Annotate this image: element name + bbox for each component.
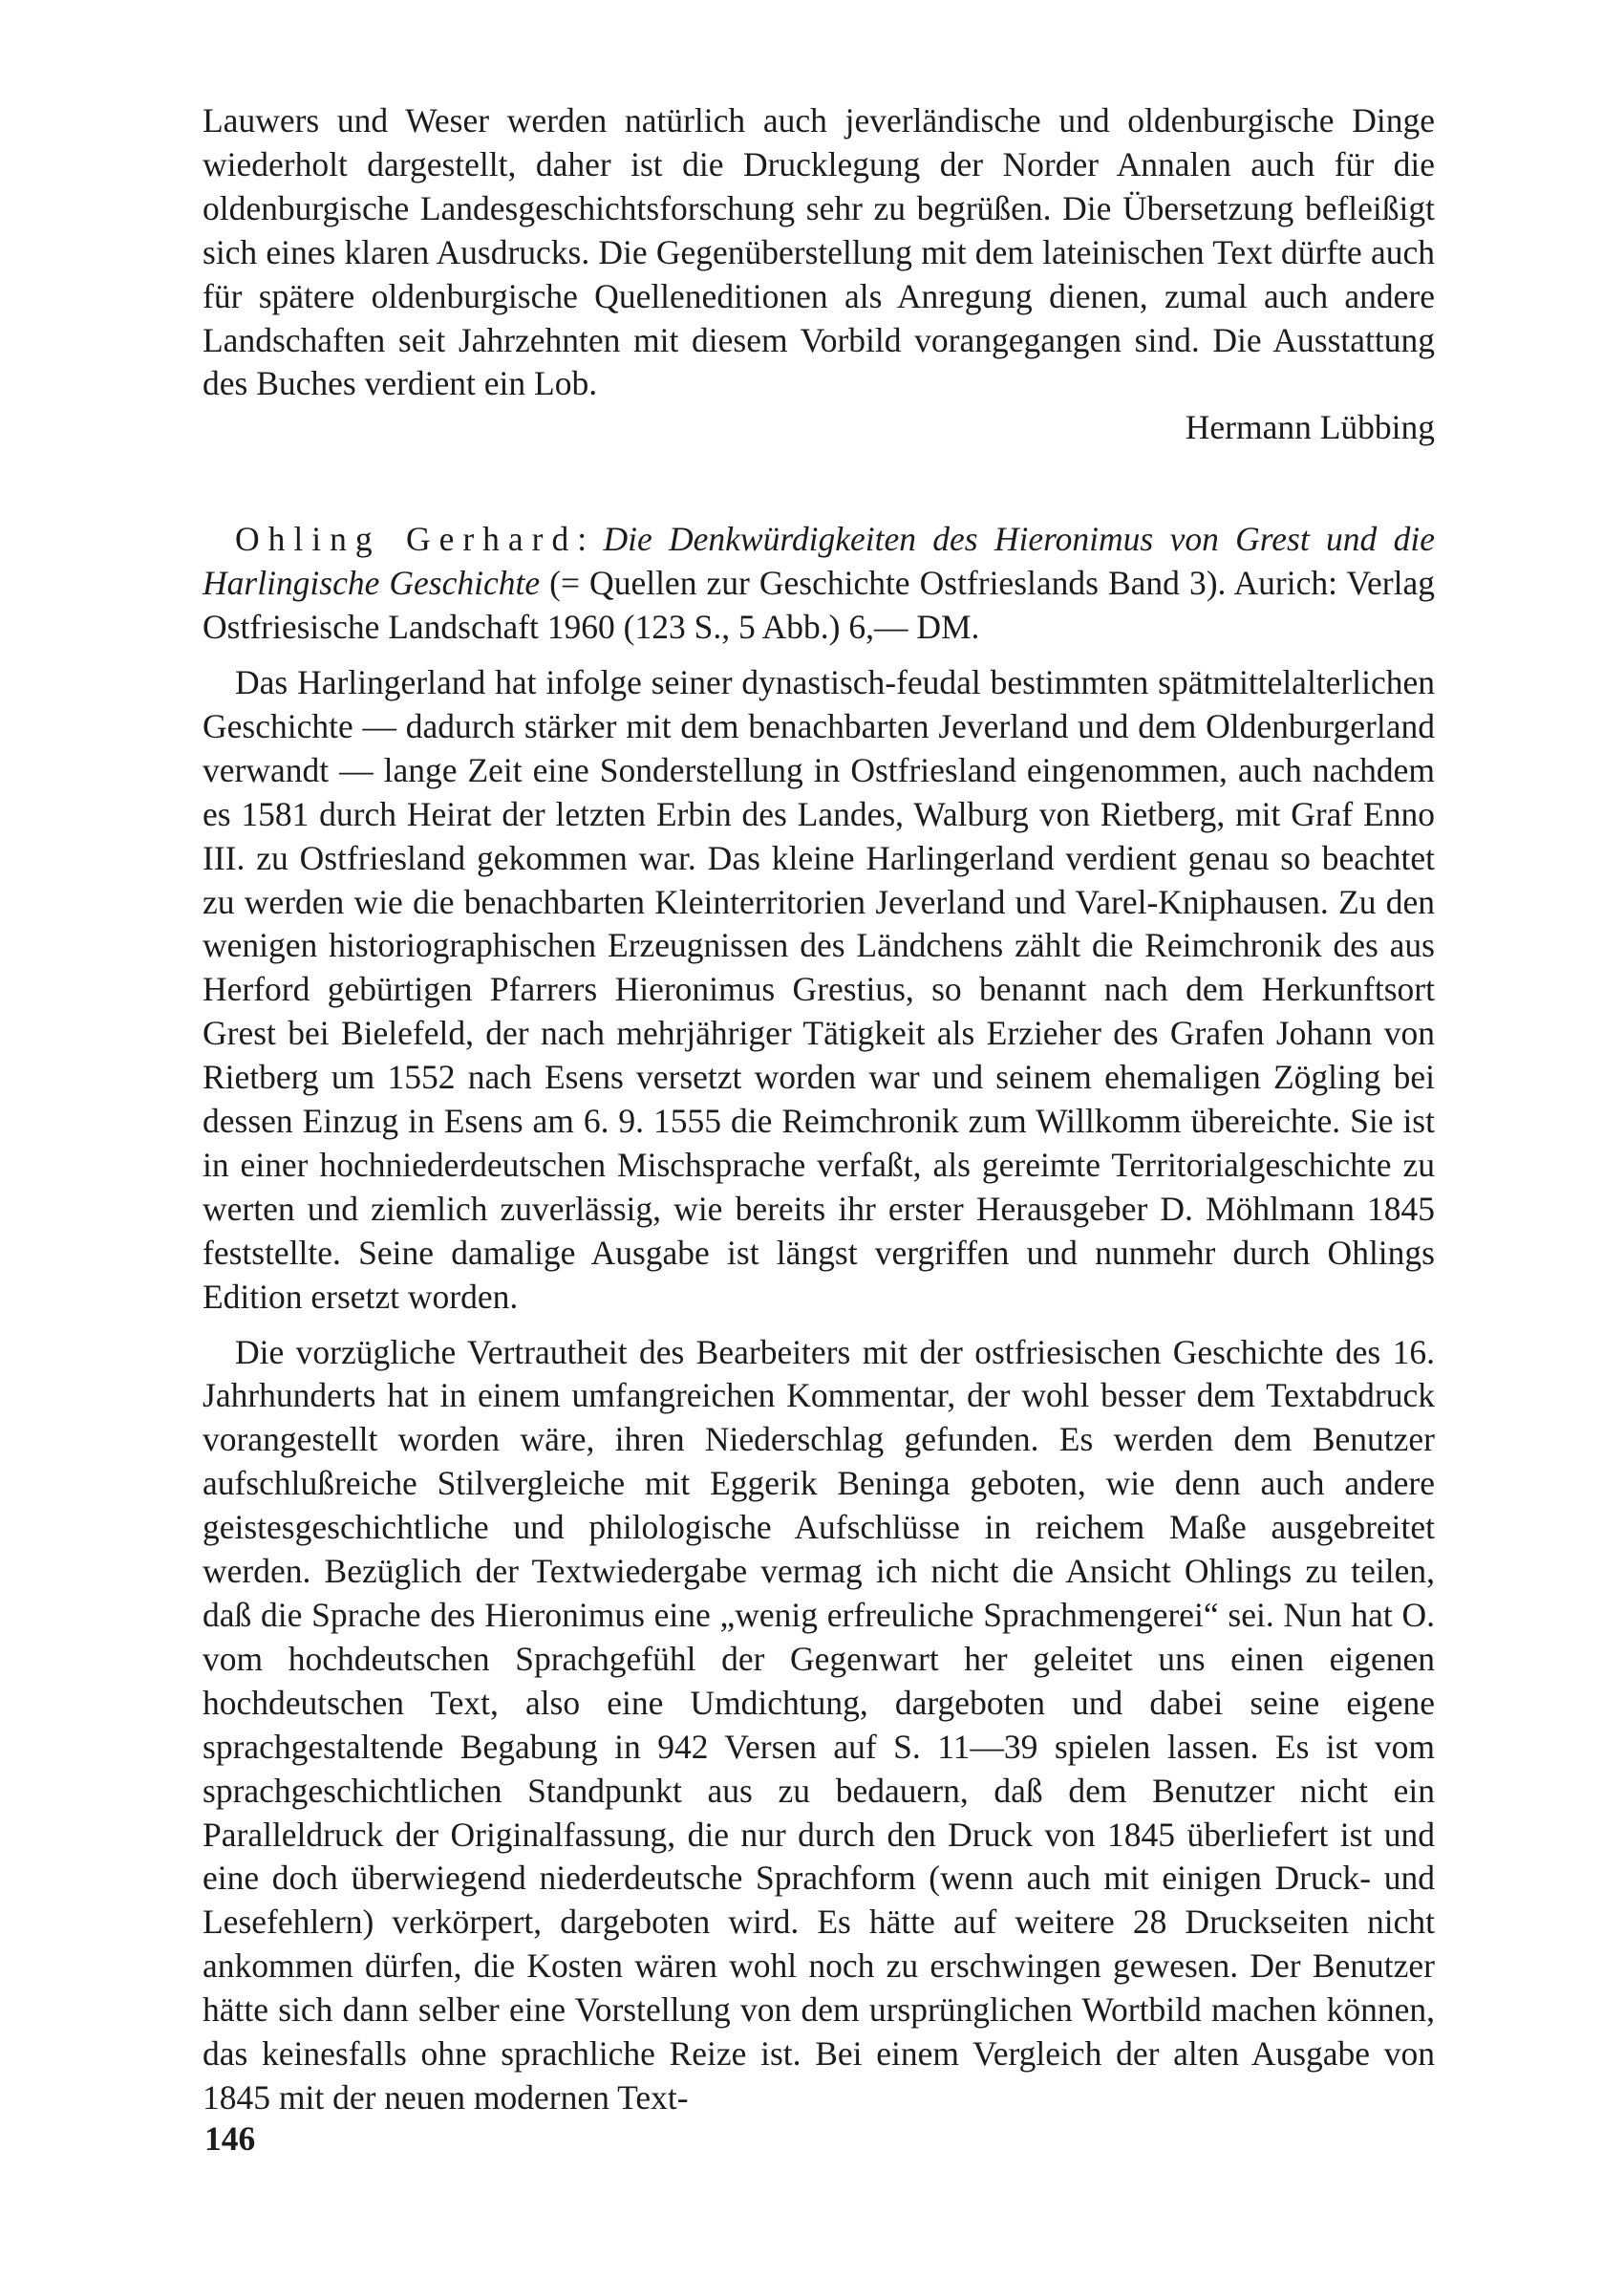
book-title: Die Denkwürdigkeiten des Hieronimus von Grest und die Harlingische Geschichte bbox=[203, 520, 1435, 603]
review-paragraph: Das Harlingerland hat infolge seiner dynastisch-feudal bestimmten spätmittelalterlichen Geschichte — dadurch stärker mit dem benachbarten Jeverland und dem Oldenburgerland verwandt — lange Zeit eine Sonderstellung in Ostfriesland eingenommen, auch nachdem es 1581 durch Heirat der letzten Erbin des Landes, Walburg von Rietberg, mit Graf Enno III. zu Ostfriesland gekommen war. Das kleine Harlingerland verdient genau so beachtet zu werden wie die benachbarten Kleinterritorien Jeverland und Varel-Kniphausen. Zu den wenigen historiographischen Erzeugnissen des Ländchens zählt die Reimchronik des aus Herford gebürtigen Pfarrers Hieronimus Grestius, so benannt nach dem Herkunftsort Grest bei Bielefeld, der nach mehrjähriger Tätigkeit als Erzieher des Grafen Johann von Rietberg um 1552 nach Esens versetzt worden war und seinem ehemaligen Zögling bei dessen Einzug in Esens am 6. 9. 1555 die Reimchronik zum Willkomm übereichte. Sie ist in einer hochniederdeutschen Mischsprache verfaßt, als gereimte Territorialgeschichte zu werten und ziemlich zuverlässig, wie bereits ihr erster Herausgeber D. Möhlmann 1845 feststellte. Seine damalige Ausgabe ist längst vergriffen und nunmehr durch Ohlings Edition ersetzt worden. bbox=[203, 662, 1435, 1316]
page-number: 146 bbox=[204, 2119, 256, 2158]
review-2-heading bbox=[203, 518, 1435, 650]
review-paragraph: Die vorzügliche Vertrautheit des Bearbeiters mit der ostfriesischen Geschichte des 16. Jahrhunderts hat in einem umfangreichen Kommentar, der wohl besser dem Textabdruck vorangestellt worden wäre, ihren Niederschlag gefunden. Es werden dem Benutzer aufschlußreiche Stilvergleiche mit Eggerik Beninga geboten, wie denn auch andere geistesgeschichtliche und philologische Aufschlüsse in reichem Maße ausgebreitet werden. Bezüglich der Textwiedergabe vermag ich nicht die Ansicht Ohlings zu teilen, daß die Sprache des Hieronimus eine „wenig erfreuliche Sprachmengerei“ sei. Nun hat O. vom hochdeutschen Sprachgefühl der Gegenwart her geleitet uns einen eigenen hochdeutschen Text, also eine Umdichtung, dargeboten und dabei seine eigene sprachgestaltende Begabung in 942 Versen auf S. 11—39 spielen lassen. Es ist vom sprachgeschichtlichen Standpunkt aus zu bedauern, daß dem Benutzer nicht ein Paralleldruck der Originalfassung, die nur durch den Druck von 1845 überliefert ist und eine doch überwiegend niederdeutsche Sprachform (wenn auch mit einigen Druck- und Lesefehlern) verkörpert, dargeboten wird. Es hätte auf weitere 28 Druckseiten nicht ankommen dürfen, die Kosten wären wohl noch zu erschwingen gewesen. Der Benutzer hätte sich dann selber eine Vorstellung von dem ursprünglichen Wortbild machen können, das keinesfalls ohne sprachliche Reize ist. Bei einem Vergleich der alten Ausgabe von 1845 mit der neuen modernen Text- bbox=[203, 1332, 1435, 2117]
page-body bbox=[203, 99, 1435, 2120]
book-bibliography: (= Quellen zur Geschichte Ostfrieslands Band 3). Aurich: Verlag Ostfriesische Landschaft 1960 (123 S., 5 Abb.) 6,— DM. bbox=[203, 564, 1435, 647]
review-1-conclusion: Lauwers und Weser werden natürlich auch jeverländische und oldenburgische Dinge wiederholt dargestellt, daher ist die Drucklegung der Norder Annalen auch für die oldenburgische Landesgeschichtsforschung sehr zu begrüßen. Die Übersetzung befleißigt sich eines klaren Ausdrucks. Die Gegenüberstellung mit dem lateinischen Text dürfte auch für spätere oldenburgische Quelleneditionen als Anregung dienen, zumal auch andere Landschaften seit Jahrzehnten mit diesem Vorbild vorangegangen sind. Die Ausstattung des Buches verdient ein Lob. bbox=[203, 101, 1435, 403]
reviewer-signature: Hermann Lübbing bbox=[1185, 408, 1435, 447]
review-author: Ohling Gerhard bbox=[235, 520, 578, 559]
heading-colon: : bbox=[577, 520, 604, 559]
